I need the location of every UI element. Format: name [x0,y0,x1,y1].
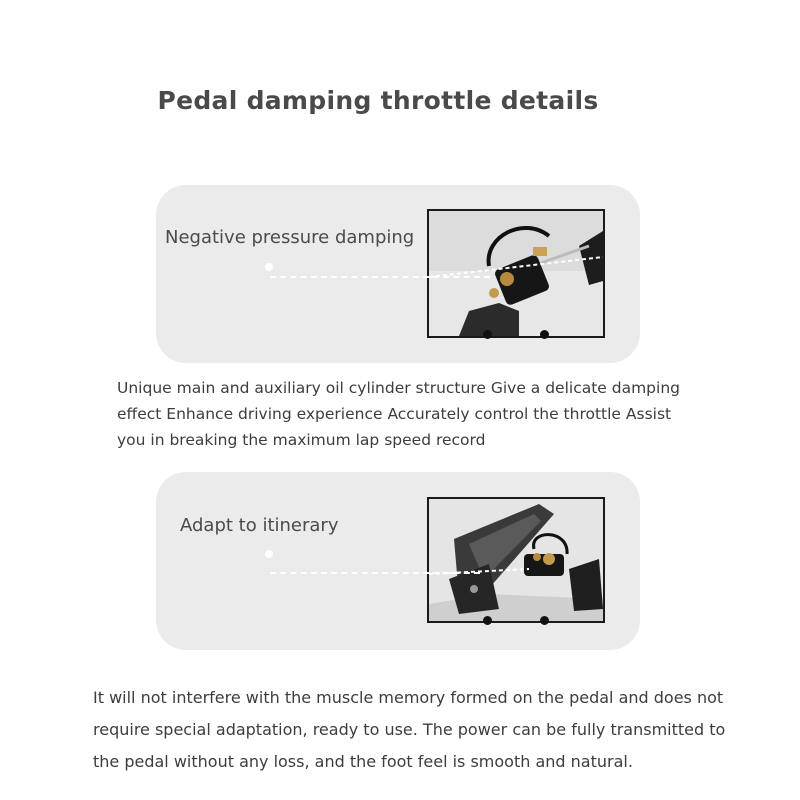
pedal-assembly-illustration [429,499,603,621]
damper-closeup-photo [427,209,605,338]
paragraph-line: effect Enhance driving experience Accurately control the throttle Assist [117,405,672,423]
card-label: Adapt to itinerary [180,515,339,536]
paragraph-line: you in breaking the maximum lap speed record [117,431,486,449]
damper-closeup-illustration [429,211,603,336]
feature-card-negative-pressure [156,185,640,363]
callout-pin [265,550,273,558]
page-title: Pedal damping throttle details [157,86,599,115]
paragraph-line: require special adaptation, ready to use. The power can be fully transmitted to [93,720,726,739]
description-paragraph [93,682,725,778]
description-paragraph [117,375,680,453]
paragraph-line: Unique main and auxiliary oil cylinder structure Give a delicate damping [117,379,680,397]
marker-dot [540,330,549,339]
marker-dot [540,616,549,625]
paragraph-line: the pedal without any loss, and the foot feel is smooth and natural. [93,752,633,771]
callout-pin [265,263,273,271]
marker-dot [483,330,492,339]
marker-dot [483,616,492,625]
card-label: Negative pressure damping [165,227,415,248]
feature-card-itinerary [156,472,640,650]
pedal-assembly-photo [427,497,605,623]
callout-leader-line [270,276,490,278]
callout-leader-line [270,572,480,574]
paragraph-line: It will not interfere with the muscle memory formed on the pedal and does not [93,688,724,707]
